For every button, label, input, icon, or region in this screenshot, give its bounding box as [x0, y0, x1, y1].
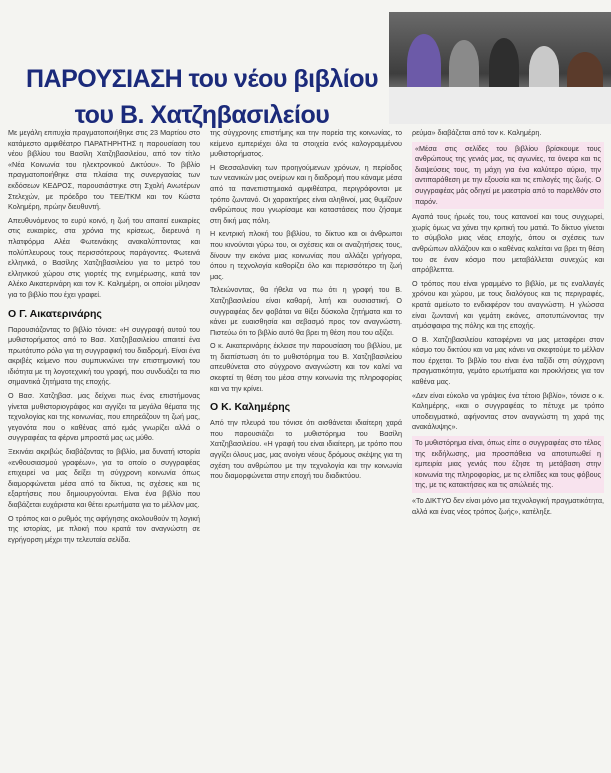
column-2	[210, 128, 402, 768]
paragraph: Ο κ. Αικατερινάρης έκλεισε την παρουσίαση του βιβλίου, με τη διαπίστωση ότι το μυθιστόρημα του Β. Χατζηβασιλείου απευθύνεται στο σύγχρονο αναγνώστη και τον καλεί να σκεφτεί τη θέση του μέσα στην κοινωνία της πληροφορίας και να την κρίνει.	[210, 341, 402, 393]
photo-figure	[489, 38, 519, 94]
article-title	[22, 61, 382, 133]
photo-figure	[407, 34, 441, 94]
column-1	[8, 128, 200, 768]
paragraph: «Το ΔΙΚΤΥΟ δεν είναι μόνο μια τεχνολογική πραγματικότητα, αλλά και ένας νέος τρόπος ζωής», κατέληξε.	[412, 496, 604, 516]
paragraph: Ξεκινάει ακριβώς διαβάζοντας το βιβλίο, μια δυνατή ιστορία «ενθουσιασμού γραφέων», για το οποίο ο συγγραφέας επιχειρεί να μας δείξει τη σύγχρονη κοινωνία όπως διαμορφώνεται μέσα από τα δίκτυα, τις σχέσεις και τις εξαρτήσεις που δημιουργούνται. Είναι ένα βιβλίο που διαβάζεται ευχάριστα και θέτει ερωτήματα για το μέλλον μας.	[8, 447, 200, 509]
paragraph: Παρουσιάζοντας το βιβλίο τόνισε: «Η συγγραφή αυτού του μυθιστορήματος από το Βασ. Χατζηβασιλείου απαιτεί ένα πρωτότυπο ρόλο για τη συγγραφική του διαδρομή. Είναι ένα ακριβές κείμενο που συμπυκνώνει την επιστημονική του ιδιότητα με τη λογοτεχνική του γραφή, που συνδυάζει τα πιο σημαντικά ζητήματα της εποχής.	[8, 324, 200, 387]
paragraph: Ο Βασ. Χατζηβασ. μας δείχνει πως ένας επιστήμονας γίνεται μυθιστοριογράφος και αγγίζει τα μεγάλα θέματα της τεχνολογίας και της κοινωνίας, που επηρεάζουν τη ζωή μας, γεγονότα που ο καθένας από εμάς γνωρίζει αλλά ο συγγραφέας τα φέρνει μπροστά μας ως μύθο.	[8, 391, 200, 443]
section-heading: Ο Κ. Καλημέρης	[210, 401, 291, 414]
paragraph: Ο Β. Χατζηβασιλείου καταφέρνει να μας μεταφέρει στον κόσμο του δικτύου και να μας κάνει να σκεφτούμε το μέλλον που έρχεται. Το βιβλίο του είναι ένα ταξίδι στη σύγχρονη πραγματικότητα, γεμάτο ερωτήματα και προκλήσεις για τον καθένα μας.	[412, 334, 604, 387]
paragraph: Απευθυνόμενος το ευρύ κοινό, η ζωή του απαιτεί ευκαιρίες στις ευκαιρίες, στα χρόνια της κρίσεως, διερευνά η πλατφόρμα Αλέα Φωτεινάκης ανακαλύπτοντας και πολύπλευρους τους περισσότερους παράγοντες. Φωτεινά ελληνικά, ο Βασίλης Χατζηβασιλείου για το μετρό του ελληνικού χώρου στις γιορτές της ενημέρωσης, κατά τον Αλέκο Αικατερινάρη και τον Κ. Καλημέρη, οι οποίοι μίλησαν για το βιβλίο που έχει γραφεί.	[8, 215, 200, 299]
paragraph: Από την πλευρά του τόνισε ότι αισθάνεται ιδιαίτερη χαρά που παρουσιάζει το μυθιστόρημα του Βασίλη Χατζηβασιλείου. «Η γραφή του είναι ιδιαίτερη, με τρόπο που αγγίζει όλους μας, μας ανοίγει νέους δρόμους σκέψης για τη σχέση του ανθρώπου με την τεχνολογία και την κοινωνία που διαμορφώνεται στην εποχή του διαδικτύου.	[210, 418, 402, 481]
paragraph: Αγαπά τους ήρωές του, τους κατανοεί και τους συγχωρεί, χωρίς όμως να χάνει την κριτική του ματιά. Το δίκτυο γίνεται το σύμβολο μιας νέας εποχής, όπου οι σχέσεις των ανθρώπων αλλάζουν και ο καθένας καλείται να βρει τη θέση του σε έναν κόσμο που μεταβάλλεται συνεχώς και απρόβλεπτα.	[412, 212, 604, 275]
paragraph: της σύγχρονης επιστήμης και την πορεία της κοινωνίας, το κείμενο εμπεριέχει όλα τα στοιχεία ενός καλογραμμένου μυθιστορήματος.	[210, 128, 402, 159]
article-columns	[8, 128, 604, 768]
paragraph: Ο τρόπος που είναι γραμμένο το βιβλίο, με τις εναλλαγές χρόνου και χώρου, με τους διαλόγους και τις περιγραφές, κρατά αμείωτο το ενδιαφέρον του αναγνώστη. Η γλώσσα είναι ζωντανή και γεμάτη εικόνες, αποτυπώνοντας την ατμόσφαιρα της πόλης και της εποχής.	[412, 278, 604, 331]
title-author: Β. Χατζηβασιλείου	[119, 101, 330, 130]
paragraph: Η Θεσσαλονίκη των προηγούμενων χρόνων, η περίοδος των νεανικών μας ονείρων και η διαδρομή που κάναμε μέσα από τα πανεπιστημιακά αμφιθέατρα, περιγράφονται με τρόπο ζωντανό. Οι χαρακτήρες είναι αληθινοί, μας θυμίζουν ανθρώπους που γνωρίσαμε και καταστάσεις που ζήσαμε στη δική μας πόλη.	[210, 162, 402, 225]
title-part: ΠΑΡΟΥΣΙΑΣΗ του	[25, 65, 234, 94]
photo-figure	[449, 40, 479, 94]
paragraph: Η κεντρική πλοκή του βιβλίου, το δίκτυο και οι άνθρωποι που κινούνται γύρω του, οι σχέσεις και οι αναζητήσεις τους, δίνουν την εικόνα μιας κοινωνίας που αλλάζει γρήγορα, όπου η τεχνολογία καθορίζει όλο και περισσότερο τη ζωή μας.	[210, 229, 402, 281]
paragraph: Ο τρόπος και ο ρυθμός της αφήγησης ακολουθούν τη λογική της ιστορίας, με πλοκή που κρατά τον αναγνώστη σε εγρήγορση μέχρι την τελευταία σελίδα.	[8, 513, 200, 544]
title-part: του	[74, 101, 120, 130]
title-part: βιβλίου	[286, 65, 379, 94]
paragraph: Τελειώνοντας, θα ήθελα να πω ότι η γραφή του Β. Χατζηβασιλείου είναι καθαρή, λιτή και ουσιαστική. Ο συγγραφέας δεν φοβάται να θίξει δύσκολα ζητήματα και το κάνει με ευαισθησία και σεβασμό προς τον αναγνώστη. Πιστεύω ότι το βιβλίο αυτό θα βρει τη θέση που του αξίζει.	[210, 285, 402, 337]
event-photo	[389, 12, 611, 124]
column-3	[412, 128, 604, 768]
section-heading: Ο Γ. Αικατερινάρης	[8, 307, 102, 320]
paragraph: ρεύμα» διαβάζεται από τον κ. Καλημέρη.	[412, 128, 542, 137]
highlighted-paragraph: Το μυθιστόρημα είναι, όπως είπε ο συγγραφέας στο τέλος της εκδήλωσης, μια προσπάθεια να αποτυπωθεί η εμπειρία μιας γενιάς που έζησε τη μετάβαση στην κοινωνία της πληροφορίας, με τις ελπίδες και τους φόβους της, με τις κατακτήσεις και τις απώλειές της.	[412, 436, 604, 493]
title-line-1	[22, 61, 382, 97]
photo-table	[389, 87, 611, 124]
title-emphasis: νέου	[233, 65, 287, 94]
paragraph: Με μεγάλη επιτυχία πραγματοποιήθηκε στις 23 Μαρτίου στο κατάμεστο αμφιθέατρο ΠΑΡΑΤΗΡΗΤΗΣ η παρουσίαση του νέου βιβλίου του Βασίλη Χατζηβασιλείου, από τον τίτλο «Νέα Κοινωνία του ηλεκτρονικού Δικτύου». Το βιβλίο πραγματοποιήθηκε στα πλαίσια της συνεργασίας των εκδόσεων ΚΕΔΡΟΣ, παρουσιάστηκε στη Σχολή Ανωτέρων Στελεχών, με πρόεδρο του ΤΕΕ/ΤΚΜ και τον Κώστα Κολημέρη, πρώην διευθυντή.	[8, 128, 200, 212]
paragraph: «Δεν είναι εύκολο να γράψεις ένα τέτοιο βιβλίο», τόνισε ο κ. Καλημέρης, «και ο συγγραφέας το πέτυχε με τρόπο υποδειγματικό, αφήνοντας στον αναγνώστη τη χαρά της ανακάλυψης».	[412, 390, 604, 432]
highlighted-paragraph: «Μέσα στις σελίδες του βιβλίου βρίσκουμε τους ανθρώπους της γενιάς μας, τις αγωνίες, τα όνειρα και τις διαψεύσεις τους, τη μάχη για ένα καλύτερο αύριο, την αντιπαράθεση με την εξουσία και τις επιλογές της ζωής. Ο συγγραφέας μάς οδηγεί με μαεστρία από το παρελθόν στο παρόν.	[412, 142, 604, 210]
